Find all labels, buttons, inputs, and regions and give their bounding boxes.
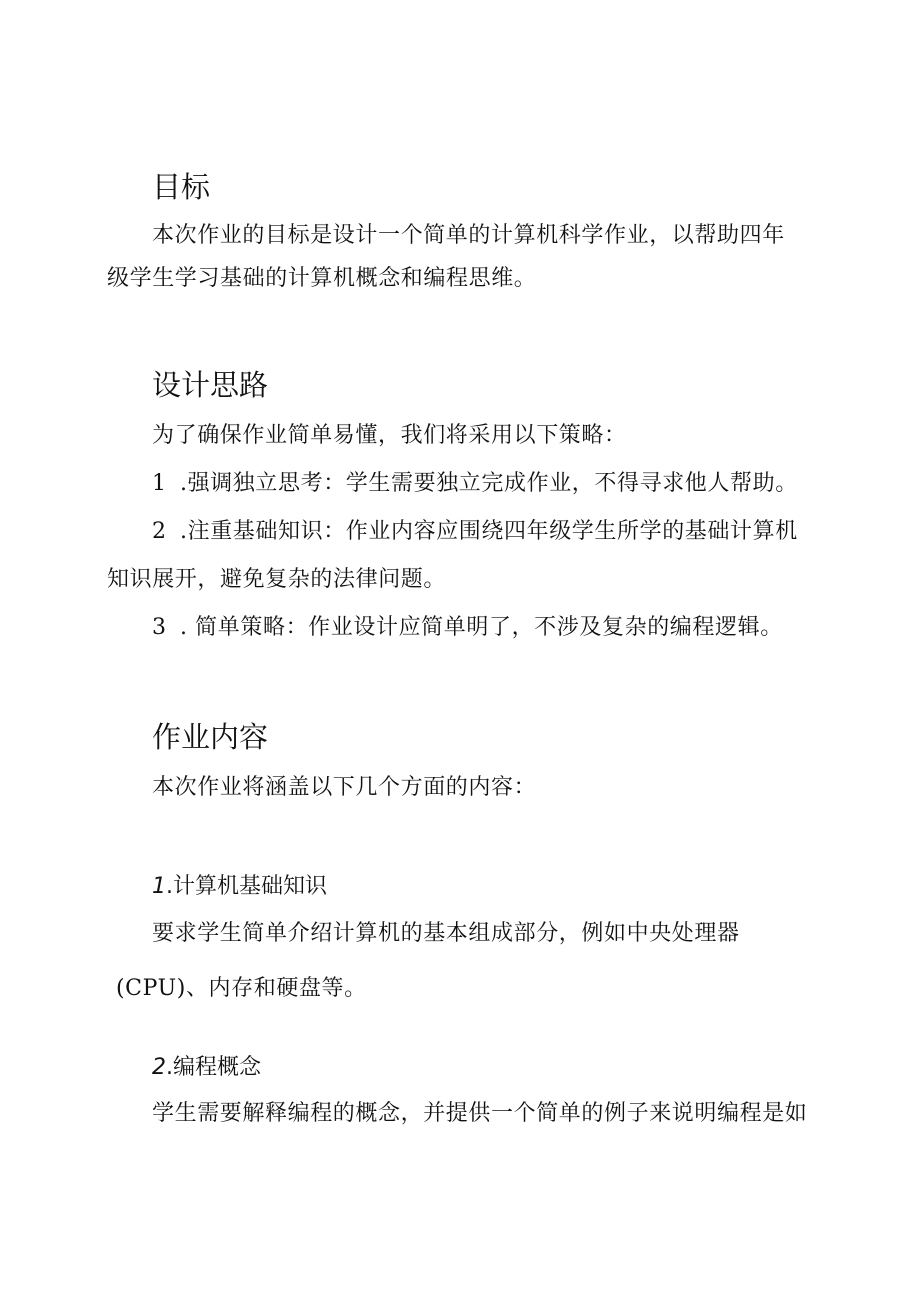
design-list-item-2-continuation: 知识展开，避免复杂的法律问题。 bbox=[107, 567, 447, 592]
subsection-title-1 bbox=[152, 873, 327, 901]
goal-paragraph-line-1: 本次作业的目标是设计一个简单的计算机科学作业，以帮助四年 bbox=[152, 223, 785, 248]
list-text: .注重基础知识：作业内容应围绕四年级学生所学的基础计算机 bbox=[180, 519, 798, 544]
section-title-design: 设计思路 bbox=[152, 368, 269, 402]
subsection-number: 1 bbox=[152, 874, 166, 899]
section-title-goal: 目标 bbox=[152, 170, 211, 204]
list-number: 3 bbox=[152, 615, 166, 640]
section-title-content: 作业内容 bbox=[152, 720, 269, 754]
content-intro: 本次作业将涵盖以下几个方面的内容： bbox=[152, 775, 537, 800]
goal-paragraph-line-2: 级学生学习基础的计算机概念和编程思维。 bbox=[107, 266, 537, 291]
subsection-number: 2 bbox=[152, 1055, 166, 1080]
list-number: 1 bbox=[152, 471, 166, 496]
subsection-title-2 bbox=[152, 1054, 261, 1082]
list-text: . 简单策略：作业设计应简单明了，不涉及复杂的编程逻辑。 bbox=[180, 615, 783, 640]
list-number: 2 bbox=[152, 519, 166, 544]
design-list-item-1 bbox=[152, 470, 798, 498]
subsection-2-line-1: 学生需要解释编程的概念，并提供一个简单的例子来说明编程是如 bbox=[152, 1101, 808, 1126]
design-list-item-2 bbox=[152, 518, 798, 546]
list-text: .强调独立思考：学生需要独立完成作业，不得寻求他人帮助。 bbox=[180, 471, 798, 496]
subsection-1-line-1: 要求学生简单介绍计算机的基本组成部分，例如中央处理器 bbox=[152, 921, 740, 946]
design-list-item-3 bbox=[152, 614, 783, 642]
subsection-title-text: .计算机基础知识 bbox=[166, 874, 327, 899]
design-intro: 为了确保作业简单易懂，我们将采用以下策略： bbox=[152, 423, 627, 448]
subsection-1-line-2: (CPU)、内存和硬盘等。 bbox=[116, 976, 367, 1001]
subsection-title-text: .编程概念 bbox=[166, 1055, 261, 1080]
